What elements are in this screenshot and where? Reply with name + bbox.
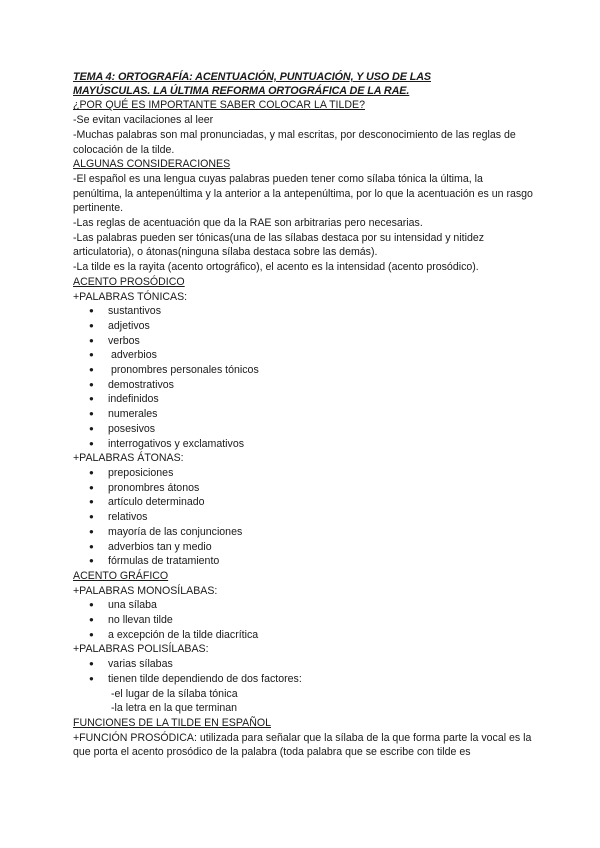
bullet-icon: ●: [89, 482, 94, 492]
list-item: ● adverbios: [89, 349, 157, 362]
list-label-tonicas: +PALABRAS TÓNICAS:: [73, 290, 188, 303]
bullet-icon: ●: [89, 350, 94, 360]
title-line-2: MAYÚSCULAS. LA ÚLTIMA REFORMA ORTOGRÁFICA DE LA RAE.: [73, 85, 410, 98]
list-item: ● artículo determinado: [89, 496, 205, 509]
bullet-icon: ●: [89, 629, 94, 639]
list-label-polisilabas: +PALABRAS POLISÍLABAS:: [73, 643, 209, 656]
bullet-icon: ●: [89, 526, 94, 536]
bullet-icon: ●: [89, 365, 94, 375]
list-tonicas: [73, 304, 533, 451]
bullet-icon: ●: [89, 438, 94, 448]
paragraph: +FUNCIÓN PROSÓDICA: utilizada para señalar que la sílaba de la que forma parte la vocal es la que porta el acento prosódico de la palabra (toda palabra que se escribe con tilde es: [73, 731, 532, 759]
sublist-item: -el lugar de la sílaba tónica: [111, 687, 238, 700]
section-heading-considerations: ALGUNAS CONSIDERACIONES: [73, 158, 231, 171]
bullet-icon: ●: [89, 659, 94, 669]
list-polisilabas: [73, 657, 533, 686]
list-label-atonas: +PALABRAS ÁTONAS:: [73, 452, 184, 465]
list-atonas: [73, 466, 533, 569]
list-item: ● pronombres personales tónicos: [89, 364, 259, 377]
paragraph: -Se evitan vacilaciones al leer: [73, 114, 214, 127]
sublist-item: -la letra en la que terminan: [111, 702, 238, 715]
list-monosilabas: [73, 598, 533, 642]
list-item: ● pronombres átonos: [89, 481, 200, 494]
list-item: ● mayoría de las conjunciones: [89, 525, 243, 538]
list-item: ● indefinidos: [89, 393, 159, 406]
paragraph: -La tilde es la rayita (acento ortográfico), el acento es la intensidad (acento prosódico).: [73, 261, 479, 274]
bullet-icon: ●: [89, 409, 94, 419]
list-item: ● relativos: [89, 511, 148, 524]
section-heading-acento-grafico: ACENTO GRÁFICO: [73, 569, 169, 582]
bullet-icon: ●: [89, 615, 94, 625]
bullet-icon: ●: [89, 320, 94, 330]
bullet-icon: ●: [89, 394, 94, 404]
paragraph: -El español es una lengua cuyas palabras pueden tener como sílaba tónica la última, la penúltima, la antepenúltima y la anterior a la antepenúltima, por lo que la acentuación es un rasgo pertinente.: [73, 172, 533, 215]
bullet-icon: ●: [89, 379, 94, 389]
bullet-icon: ●: [89, 335, 94, 345]
document-title: [73, 70, 533, 98]
list-item: ● sustantivos: [89, 305, 161, 318]
list-item: ● demostrativos: [89, 378, 174, 391]
bullet-icon: ●: [89, 556, 94, 566]
list-item: ● no llevan tilde: [89, 614, 173, 627]
list-item: ● posesivos: [89, 422, 156, 435]
bullet-icon: ●: [89, 600, 94, 610]
title-line-1: TEMA 4: ORTOGRAFÍA: ACENTUACIÓN, PUNTUACIÓN, Y USO DE LAS: [73, 71, 432, 83]
list-item: ● varias sílabas: [89, 658, 173, 671]
bullet-icon: ●: [89, 306, 94, 316]
section-heading-acento-prosodico: ACENTO PROSÓDICO: [73, 275, 185, 288]
list-item: ● a excepción de la tilde diacrítica: [89, 628, 259, 641]
bullet-icon: ●: [89, 497, 94, 507]
paragraph: -Muchas palabras son mal pronunciadas, y mal escritas, por desconocimiento de las reglas de colocación de la tilde.: [73, 128, 516, 156]
bullet-icon: ●: [89, 673, 94, 683]
paragraph: -Las reglas de acentuación que da la RAE son arbitrarias pero necesarias.: [73, 217, 423, 230]
bullet-icon: ●: [89, 467, 94, 477]
list-item: ● adjetivos: [89, 319, 150, 332]
list-item: ● fórmulas de tratamiento: [89, 555, 220, 568]
list-item: ● preposiciones: [89, 466, 174, 479]
list-item: ● verbos: [89, 334, 140, 347]
list-item: ● tienen tilde dependiendo de dos factores:: [89, 672, 302, 685]
paragraph: -Las palabras pueden ser tónicas(una de las sílabas destaca por su intensidad y nitidez articulatoria), o átonas(ninguna sílaba destaca sobre las demás).: [73, 231, 485, 259]
bullet-icon: ●: [89, 423, 94, 433]
list-item: ● una sílaba: [89, 599, 157, 612]
bullet-icon: ●: [89, 512, 94, 522]
bullet-icon: ●: [89, 541, 94, 551]
list-item: ● adverbios tan y medio: [89, 540, 212, 553]
document-body: [73, 70, 533, 760]
section-heading-importance: ¿POR QUÉ ES IMPORTANTE SABER COLOCAR LA TILDE?: [73, 99, 365, 112]
list-label-monosilabas: +PALABRAS MONOSÍLABAS:: [73, 584, 218, 597]
section-heading-funciones: FUNCIONES DE LA TILDE EN ESPAÑOL: [73, 716, 272, 729]
list-item: ● interrogativos y exclamativos: [89, 437, 245, 450]
list-item: ● numerales: [89, 408, 158, 421]
sublist-factores: [73, 687, 533, 716]
